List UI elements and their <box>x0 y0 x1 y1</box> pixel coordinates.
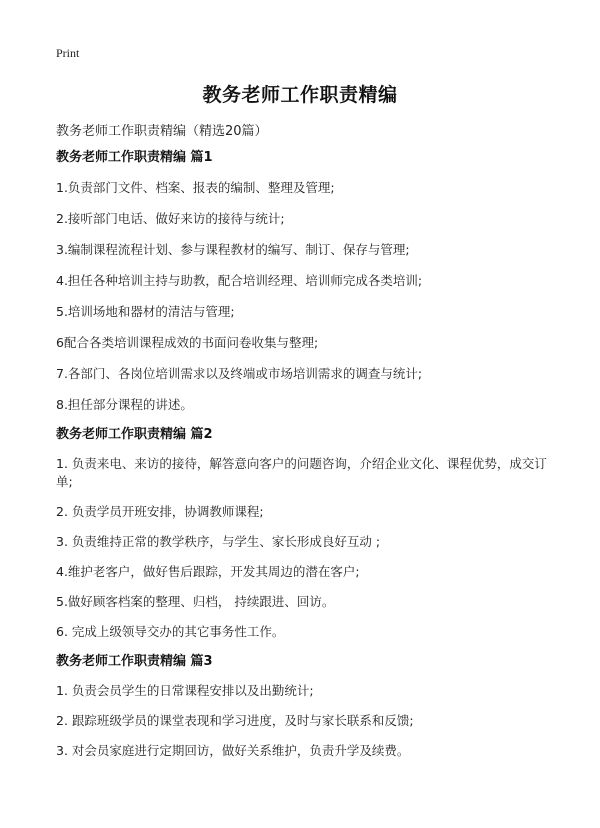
section-heading: 教务老师工作职责精编 篇1 <box>56 150 213 165</box>
list-item: 1. 负责来电、来访的接待，解答意向客户的问题咨询，介绍企业文化、课程优势，成交订单; <box>56 456 547 489</box>
print-label: Print <box>56 46 80 60</box>
list-item: 5.做好顾客档案的整理、归档， 持续跟进、回访。 <box>56 594 335 609</box>
section-2 <box>56 425 550 641</box>
list-item: 2. 负责学员开班安排，协调教师课程; <box>56 504 264 519</box>
list-item: 1. 负责会员学生的日常课程安排以及出勤统计; <box>56 683 314 698</box>
list-item: 3. 负责维持正常的教学秩序，与学生、家长形成良好互动 ; <box>56 534 381 549</box>
section-3 <box>56 652 550 760</box>
list-item: 1.负责部门文件、档案、报表的编制、整理及管理; <box>56 180 335 195</box>
list-item: 5.培训场地和器材的清洁与管理; <box>56 304 235 319</box>
list-item: 3. 对会员家庭进行定期回访，做好关系维护，负责升学及续费。 <box>56 743 410 758</box>
list-item: 6配合各类培训课程成效的书面问卷收集与整理; <box>56 335 319 350</box>
list-item: 4.维护老客户，做好售后跟踪，开发其周边的潜在客户; <box>56 564 360 579</box>
list-item: 8.担任部分课程的讲述。 <box>56 397 193 412</box>
document-content <box>56 148 550 772</box>
list-item: 6. 完成上级领导交办的其它事务性工作。 <box>56 624 285 639</box>
section-heading: 教务老师工作职责精编 篇3 <box>56 654 213 669</box>
list-item: 7.各部门、各岗位培训需求以及终端或市场培训需求的调查与统计; <box>56 366 423 381</box>
document-title: 教务老师工作职责精编 <box>202 84 398 106</box>
list-item: 2. 跟踪班级学员的课堂表现和学习进度，及时与家长联系和反馈; <box>56 713 414 728</box>
section-heading: 教务老师工作职责精编 篇2 <box>56 427 213 442</box>
list-item: 3.编制课程流程计划、参与课程教材的编写、制订、保存与管理; <box>56 242 410 257</box>
list-item: 4.担任各种培训主持与助教，配合培训经理、培训师完成各类培训; <box>56 273 423 288</box>
list-item: 2.接听部门电话、做好来访的接待与统计; <box>56 211 285 226</box>
document-subtitle: 教务老师工作职责精编（精选20篇） <box>56 124 268 139</box>
section-1 <box>56 148 550 414</box>
